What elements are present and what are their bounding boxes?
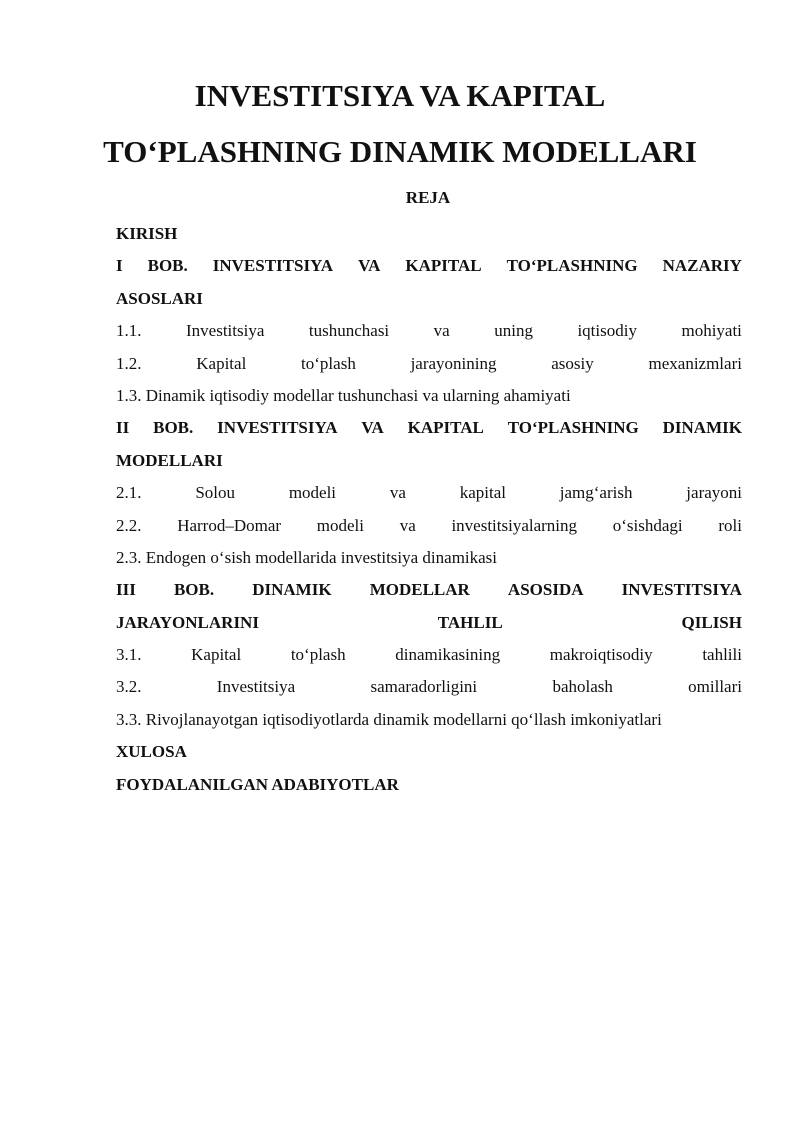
toc-word: JARAYONLARINI	[116, 612, 259, 632]
toc-word: samaradorligini	[370, 677, 478, 697]
toc-word: asosiy	[551, 353, 594, 373]
toc-section-1-2	[116, 348, 742, 380]
toc-word: III	[116, 580, 136, 600]
toc-section-3-2	[116, 671, 742, 703]
document-title-line-2: TO‘PLASHNING DINAMIK MODELLARI	[103, 134, 697, 169]
toc-word: 2.1.	[116, 483, 142, 503]
toc-chapter-2-heading	[116, 412, 742, 444]
toc-word: BOB.	[153, 418, 194, 438]
toc-word: Harrod–Domar	[177, 515, 282, 535]
toc-word: II	[116, 418, 130, 438]
toc-word: NAZARIY	[662, 256, 742, 276]
toc-word: INVESTITSIYA	[212, 256, 334, 276]
toc-word: Kapital	[196, 353, 247, 373]
toc-conclusion: XULOSA	[116, 742, 187, 762]
toc-word: VA	[361, 418, 384, 438]
toc-word: TO‘PLASHNING	[507, 418, 639, 438]
toc-word: to‘plash	[290, 645, 346, 665]
toc-word: iqtisodiy	[577, 321, 637, 341]
toc-section-3-3: 3.3. Rivojlanayotgan iqtisodiyotlarda dinamik modellarni qo‘llash imkoniyatlari	[116, 709, 662, 729]
toc-word: mohiyati	[681, 321, 742, 341]
toc-word: va	[433, 321, 450, 341]
toc-word: Investitsiya	[186, 321, 265, 341]
toc-word: jarayonining	[410, 353, 497, 373]
toc-word: ASOSIDA	[507, 580, 584, 600]
toc-word: dinamikasining	[395, 645, 501, 665]
toc-word: DINAMIK	[252, 580, 332, 600]
document-title-line-1: INVESTITSIYA VA KAPITAL	[194, 78, 606, 113]
toc-word: 3.2.	[116, 677, 142, 697]
toc-word: I	[116, 256, 123, 276]
toc-word: MODELLAR	[369, 580, 470, 600]
toc-word: Solou	[195, 483, 235, 503]
toc-word: DINAMIK	[662, 418, 742, 438]
toc-chapter-1-heading-cont: ASOSLARI	[116, 288, 203, 308]
toc-word: baholash	[552, 677, 613, 697]
toc-word: KAPITAL	[405, 256, 482, 276]
toc-word: TO‘PLASHNING	[506, 256, 638, 276]
toc-section-2-3: 2.3. Endogen o‘sish modellarida investitsiya dinamikasi	[116, 547, 498, 567]
toc-word: 2.2.	[116, 515, 142, 535]
toc-section-1-3: 1.3. Dinamik iqtisodiy modellar tushunchasi va ularning ahamiyati	[116, 385, 571, 405]
toc-references: FOYDALANILGAN ADABIYOTLAR	[116, 774, 399, 794]
toc-word: va	[389, 483, 406, 503]
toc-word: INVESTITSIYA	[621, 580, 742, 600]
toc-chapter-2-heading-cont: MODELLARI	[116, 450, 223, 470]
toc-word: to‘plash	[301, 353, 356, 373]
toc-word: jarayoni	[686, 483, 742, 503]
toc-word: makroiqtisodiy	[549, 645, 653, 665]
toc-word: jamg‘arish	[559, 483, 633, 503]
toc-chapter-3-heading-cont	[116, 607, 742, 639]
toc-word: 1.1.	[116, 321, 142, 341]
toc-word: modeli	[316, 515, 364, 535]
toc-word: INVESTITSIYA	[217, 418, 338, 438]
toc-section-3-1	[116, 639, 742, 671]
toc-word: Kapital	[191, 645, 242, 665]
toc-word: BOB.	[147, 256, 188, 276]
toc-word: va	[399, 515, 416, 535]
plan-heading: REJA	[405, 188, 451, 207]
toc-word: QILISH	[681, 612, 742, 632]
toc-chapter-3-heading	[116, 574, 742, 606]
toc-word: modeli	[288, 483, 337, 503]
toc-section-2-2	[116, 510, 742, 542]
toc-word: kapital	[459, 483, 506, 503]
toc-word: 1.2.	[116, 353, 142, 373]
toc-word: tahlili	[702, 645, 742, 665]
toc-word: o‘sishdagi	[612, 515, 683, 535]
toc-word: BOB.	[173, 580, 215, 600]
toc-word: mexanizmlari	[648, 353, 742, 373]
toc-word: VA	[358, 256, 381, 276]
toc-word: omillari	[688, 677, 742, 697]
table-of-contents	[116, 218, 742, 801]
toc-word: tushunchasi	[308, 321, 390, 341]
toc-word: investitsiyalarning	[451, 515, 578, 535]
toc-section-2-1	[116, 477, 742, 509]
toc-word: TAHLIL	[437, 612, 503, 632]
toc-word: Investitsiya	[216, 677, 296, 697]
toc-intro: KIRISH	[116, 224, 178, 243]
toc-word: uning	[494, 321, 533, 341]
toc-word: 3.1.	[116, 645, 142, 665]
toc-word: roli	[718, 515, 742, 535]
toc-section-1-1	[116, 315, 742, 347]
toc-chapter-1-heading	[116, 250, 742, 282]
toc-word: KAPITAL	[407, 418, 484, 438]
